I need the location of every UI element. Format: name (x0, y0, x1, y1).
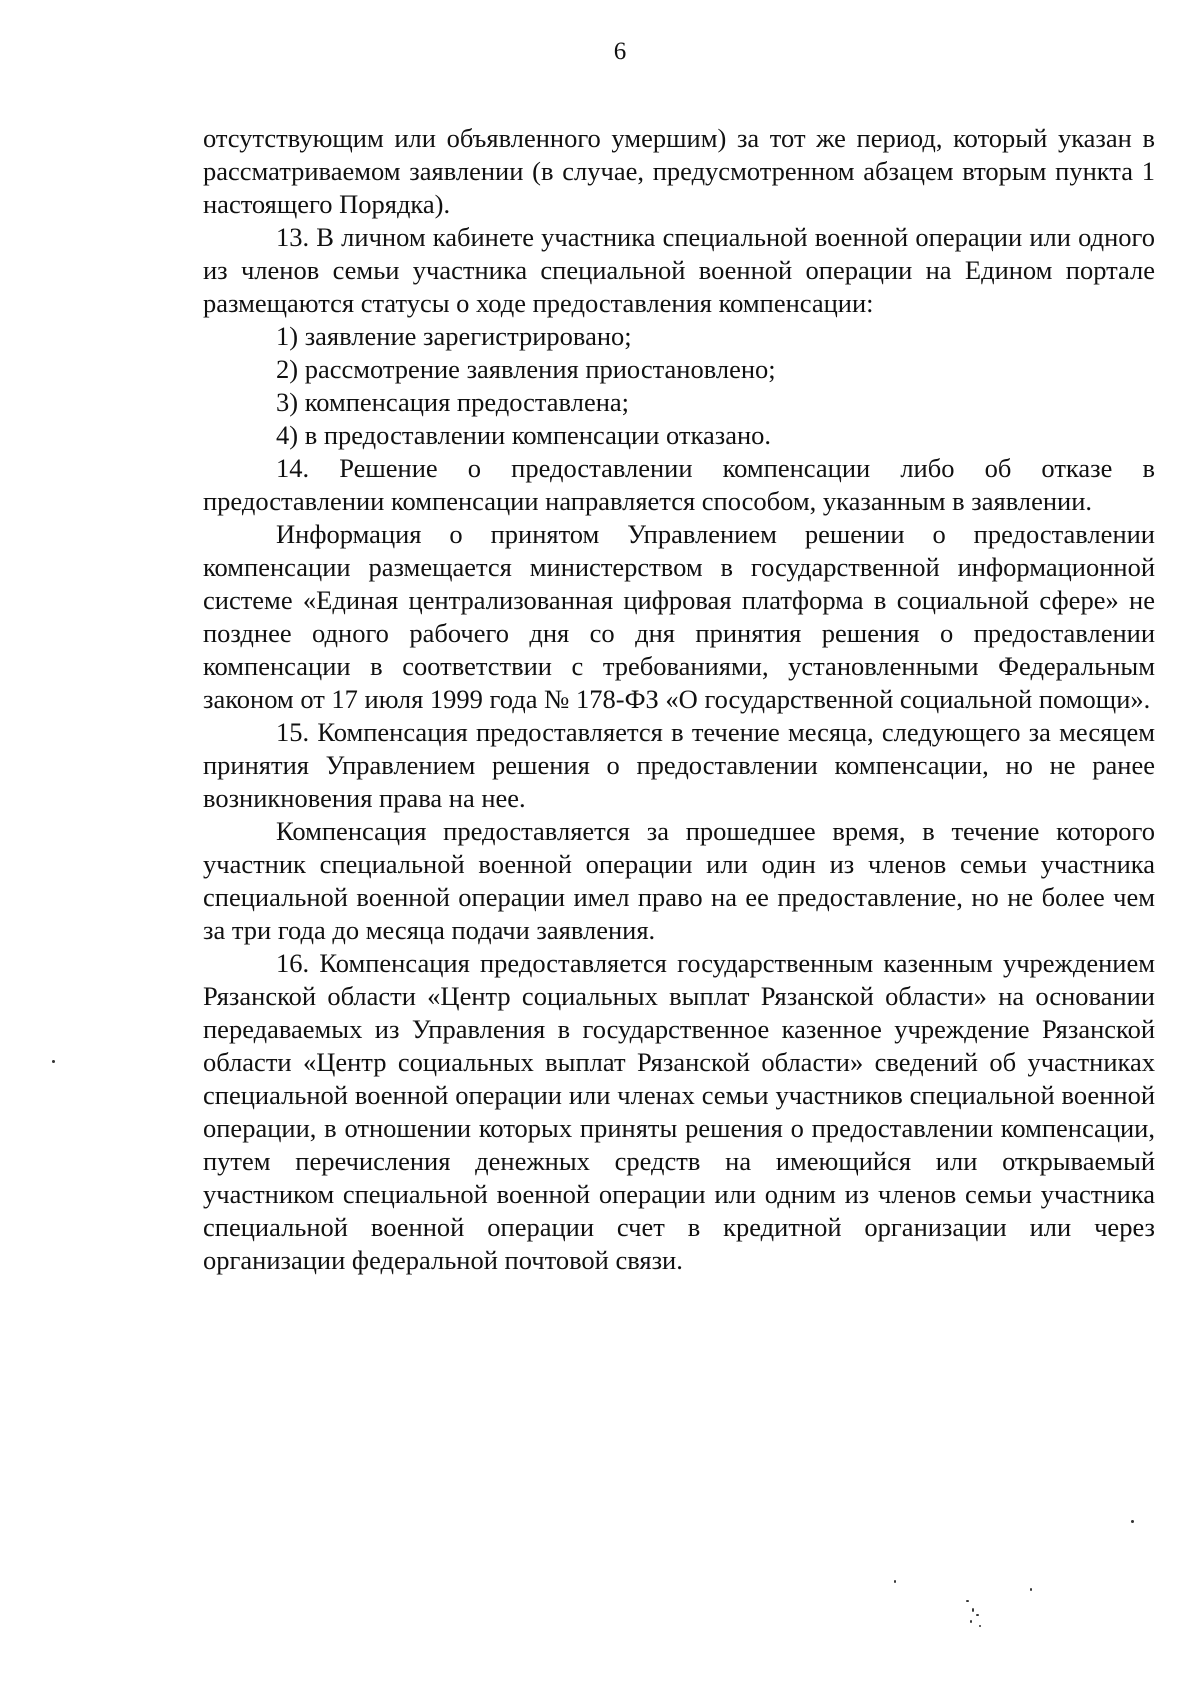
page-number: 6 (613, 38, 627, 65)
status-list-item: 4) в предоставлении компенсации отказано. (276, 420, 772, 450)
scan-speck (976, 1614, 979, 1616)
paragraph-item-13: 13. В личном кабинете участника специальной военной операции или одного из членов семьи участника специальной военной операции на Едином портале размещаются статусы о ходе предоставления компенсации: (203, 222, 1155, 318)
paragraph-continuation: отсутствующим или объявленного умершим) за тот же период, который указан в рассматриваемом заявлении (в случае, предусмотренном абзацем вторым пункта 1 настоящего Порядка). (203, 123, 1155, 219)
scan-speck (894, 1580, 896, 1583)
paragraph-item-15: 15. Компенсация предоставляется в течение месяца, следующего за месяцем принятия Управлением решения о предоставлении компенсации, но не ранее возникновения права на нее. (203, 717, 1155, 813)
paragraph-compensation-period: Компенсация предоставляется за прошедшее время, в течение которого участник специальной военной операции или один из членов семьи участника специальной военной операции имел право на ее предоставление, но не более чем за три года до месяца подачи заявления. (203, 816, 1155, 945)
scan-speck (1030, 1588, 1032, 1591)
status-list-item: 2) рассмотрение заявления приостановлено; (276, 354, 776, 384)
scan-speck (52, 1060, 55, 1063)
paragraph-item-16: 16. Компенсация предоставляется государственным казенным учреждением Рязанской области «Центр социальных выплат Рязанской области» на основании передаваемых из Управления в государственное казенное учреждение Рязанской области «Центр социальных выплат Рязанской области» сведений об участниках специальной военной операции или членах семьи участников специальной военной операции, в отношении которых приняты решения о предоставлении компенсации, путем перечисления денежных средств на имеющийся или открываемый участником специальной военной операции или одним из членов семьи участника специальной военной операции счет в кредитной организации или через организации федеральной почтовой связи. (203, 948, 1155, 1275)
document-body (203, 122, 1155, 1277)
scan-speck (972, 1608, 974, 1612)
scan-speck (966, 1600, 969, 1602)
paragraph-information: Информация о принятом Управлением решении о предоставлении компенсации размещается министерством в государственной информационной системе «Единая централизованная цифровая платформа в социальной сфере» не позднее одного рабочего дня со дня принятия решения о предоставлении компенсации в соответствии с требованиями, установленными Федеральным законом от 17 июля 1999 года № 178-ФЗ «О государственной социальной помощи». (203, 519, 1155, 714)
paragraph-item-14: 14. Решение о предоставлении компенсации либо об отказе в предоставлении компенсации направляется способом, указанным в заявлении. (203, 453, 1155, 516)
status-list-item: 3) компенсация предоставлена; (276, 387, 630, 417)
scan-speck (1131, 1520, 1134, 1523)
status-list-item: 1) заявление зарегистрировано; (276, 321, 632, 351)
scan-speck (970, 1620, 972, 1623)
scan-speck (979, 1625, 981, 1627)
